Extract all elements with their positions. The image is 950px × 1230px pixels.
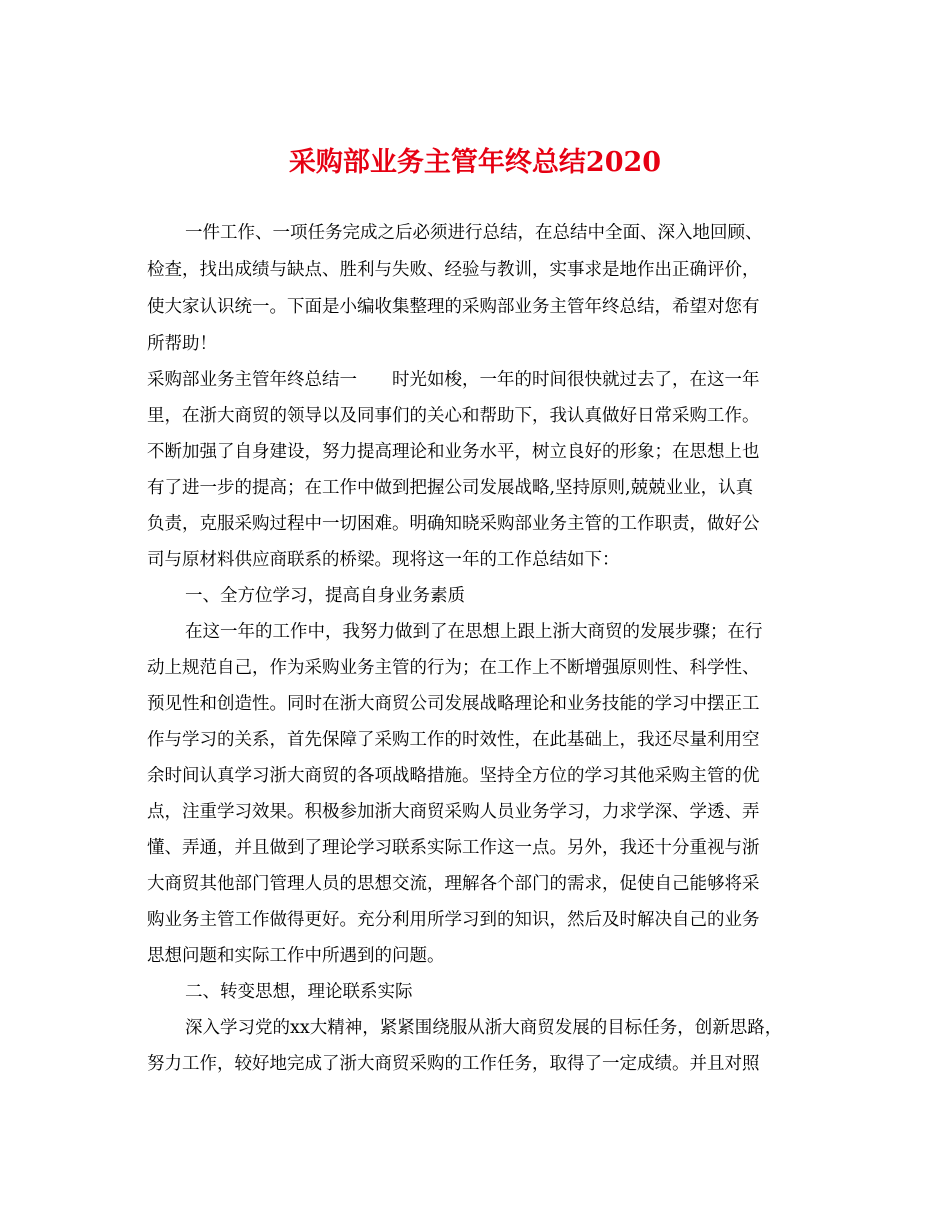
paragraph-line: 购业务主管工作做得更好。充分利用所学习到的知识，然后及时解决自己的业务 xyxy=(147,910,760,930)
paragraph-line: 采购部业务主管年终总结一 时光如梭，一年的时间很快就过去了，在这一年 xyxy=(147,370,760,390)
paragraph-line: 一件工作、一项任务完成之后必须进行总结，在总结中全面、深入地回顾、 xyxy=(185,223,763,243)
paragraph-line: 思想问题和实际工作中所遇到的问题。 xyxy=(147,946,445,966)
paragraph-line: 预见性和创造性。同时在浙大商贸公司发展战略理论和业务技能的学习中摆正工 xyxy=(147,694,760,714)
paragraph-line: 余时间认真学习浙大商贸的各项战略措施。坚持全方位的学习其他采购主管的优 xyxy=(147,766,760,786)
paragraph-line: 检查，找出成绩与缺点、胜利与失败、经验与教训，实事求是地作出正确评价， xyxy=(147,260,760,280)
paragraph-line: 所帮助！ xyxy=(147,334,217,354)
paragraph-line: 作与学习的关系，首先保障了采购工作的时效性，在此基础上，我还尽量利用空 xyxy=(147,730,760,750)
paragraph-line: 负责，克服采购过程中一切困难。明确知晓采购部业务主管的工作职责，做好公 xyxy=(147,514,760,534)
paragraph-line: 司与原材料供应商联系的桥梁。现将这一年的工作总结如下： xyxy=(147,550,620,570)
section-heading: 二、转变思想，理论联系实际 xyxy=(185,982,413,1002)
paragraph-line: 懂、弄通，并且做到了理论学习联系实际工作这一点。另外，我还十分重视与浙 xyxy=(147,838,760,858)
paragraph-line: 有了进一步的提高；在工作中做到把握公司发展战略,坚持原则,兢兢业业，认真 xyxy=(147,478,754,498)
paragraph-line: 在这一年的工作中，我努力做到了在思想上跟上浙大商贸的发展步骤；在行 xyxy=(185,622,763,642)
paragraph-line: 大商贸其他部门管理人员的思想交流，理解各个部门的需求，促使自己能够将采 xyxy=(147,874,760,894)
section-heading: 一、全方位学习，提高自身业务素质 xyxy=(185,586,465,606)
paragraph-line: 深入学习党的xx大精神，紧紧围绕服从浙大商贸发展的目标任务，创新思路， xyxy=(185,1018,783,1038)
paragraph-line: 动上规范自己，作为采购业务主管的行为；在工作上不断增强原则性、科学性、 xyxy=(147,658,760,678)
paragraph-line: 里，在浙大商贸的领导以及同事们的关心和帮助下，我认真做好日常采购工作。 xyxy=(147,406,760,426)
document-title: 采购部业务主管年终总结2020 xyxy=(288,147,662,178)
paragraph-line: 努力工作，较好地完成了浙大商贸采购的工作任务，取得了一定成绩。并且对照 xyxy=(147,1054,760,1074)
paragraph-line: 不断加强了自身建设，努力提高理论和业务水平，树立良好的形象；在思想上也 xyxy=(147,442,760,462)
paragraph-line: 点，注重学习效果。积极参加浙大商贸采购人员业务学习，力求学深、学透、弄 xyxy=(147,802,760,822)
paragraph-line: 使大家认识统一。下面是小编收集整理的采购部业务主管年终总结，希望对您有 xyxy=(147,297,760,317)
